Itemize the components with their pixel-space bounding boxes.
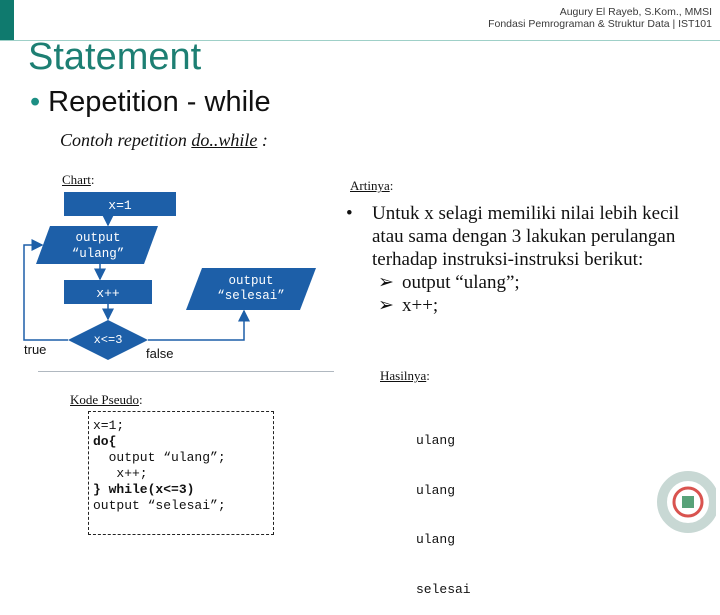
main-bullet-text: Repetition - while (48, 86, 271, 118)
chart-label: Chart: (62, 172, 95, 187)
code-line: x=1; (93, 418, 125, 433)
header-accent-bar (0, 0, 14, 40)
subtitle-keyword: do..while (191, 130, 258, 150)
explanation-item: ➢ x++; (378, 295, 439, 316)
arrow-bullet-icon: ➢ (378, 272, 394, 293)
kode-label: Kode Pseudo: (70, 392, 143, 407)
code-line: do{ (93, 434, 117, 449)
subtitle-prefix: Contoh repetition (60, 130, 192, 150)
flow-false-label: false (146, 346, 174, 361)
code-line: x++; (93, 466, 148, 481)
section-divider (38, 371, 334, 372)
subtitle (60, 130, 268, 151)
code-line: output “ulang”; (93, 450, 226, 465)
result-line: ulang (416, 532, 456, 547)
hasil-label: Hasilnya: (380, 368, 430, 383)
header-author: Augury El Rayeb, S.Kom., MMSI (559, 6, 712, 18)
code-box (88, 411, 274, 535)
explanation-main (346, 202, 706, 271)
code-line: } while(x<=3) (93, 482, 195, 497)
artinya-label: Artinya: (350, 178, 394, 193)
explanation-main-text: Untuk x selagi memiliki nilai lebih kecil atau sama dengan 3 lakukan perulangan terhadap instruksi-instruksi berikut: (372, 203, 680, 270)
explanation-item: ➢ output “ulang”; (378, 272, 520, 293)
main-bullet (30, 86, 271, 119)
explanation (346, 202, 706, 317)
university-logo (652, 462, 716, 536)
explanation-bullet-icon: • (346, 203, 353, 224)
slide-title: Statement (28, 36, 202, 78)
header-info (488, 6, 712, 30)
flow-text-increment: x++ (96, 286, 120, 301)
flow-true-label: true (24, 342, 47, 357)
flow-text-decision: x<=3 (93, 333, 123, 347)
header-course: Fondasi Pemrograman & Struktur Data | IST101 (488, 18, 712, 30)
bullet-dot-icon: • (30, 86, 41, 118)
result-line: selesai (416, 581, 471, 597)
code-line: output “selesai”; (93, 498, 226, 513)
result-output (416, 400, 471, 615)
flow-text-output-ulang: output “ulang” (71, 231, 125, 261)
result-line: ulang (416, 433, 456, 448)
flow-text-init: x=1 (108, 198, 132, 213)
arrow-bullet-icon: ➢ (378, 295, 394, 316)
result-line: ulang (416, 482, 456, 498)
flow-text-output-selesai: output “selesai” (217, 274, 285, 303)
subtitle-suffix: : (257, 130, 268, 150)
